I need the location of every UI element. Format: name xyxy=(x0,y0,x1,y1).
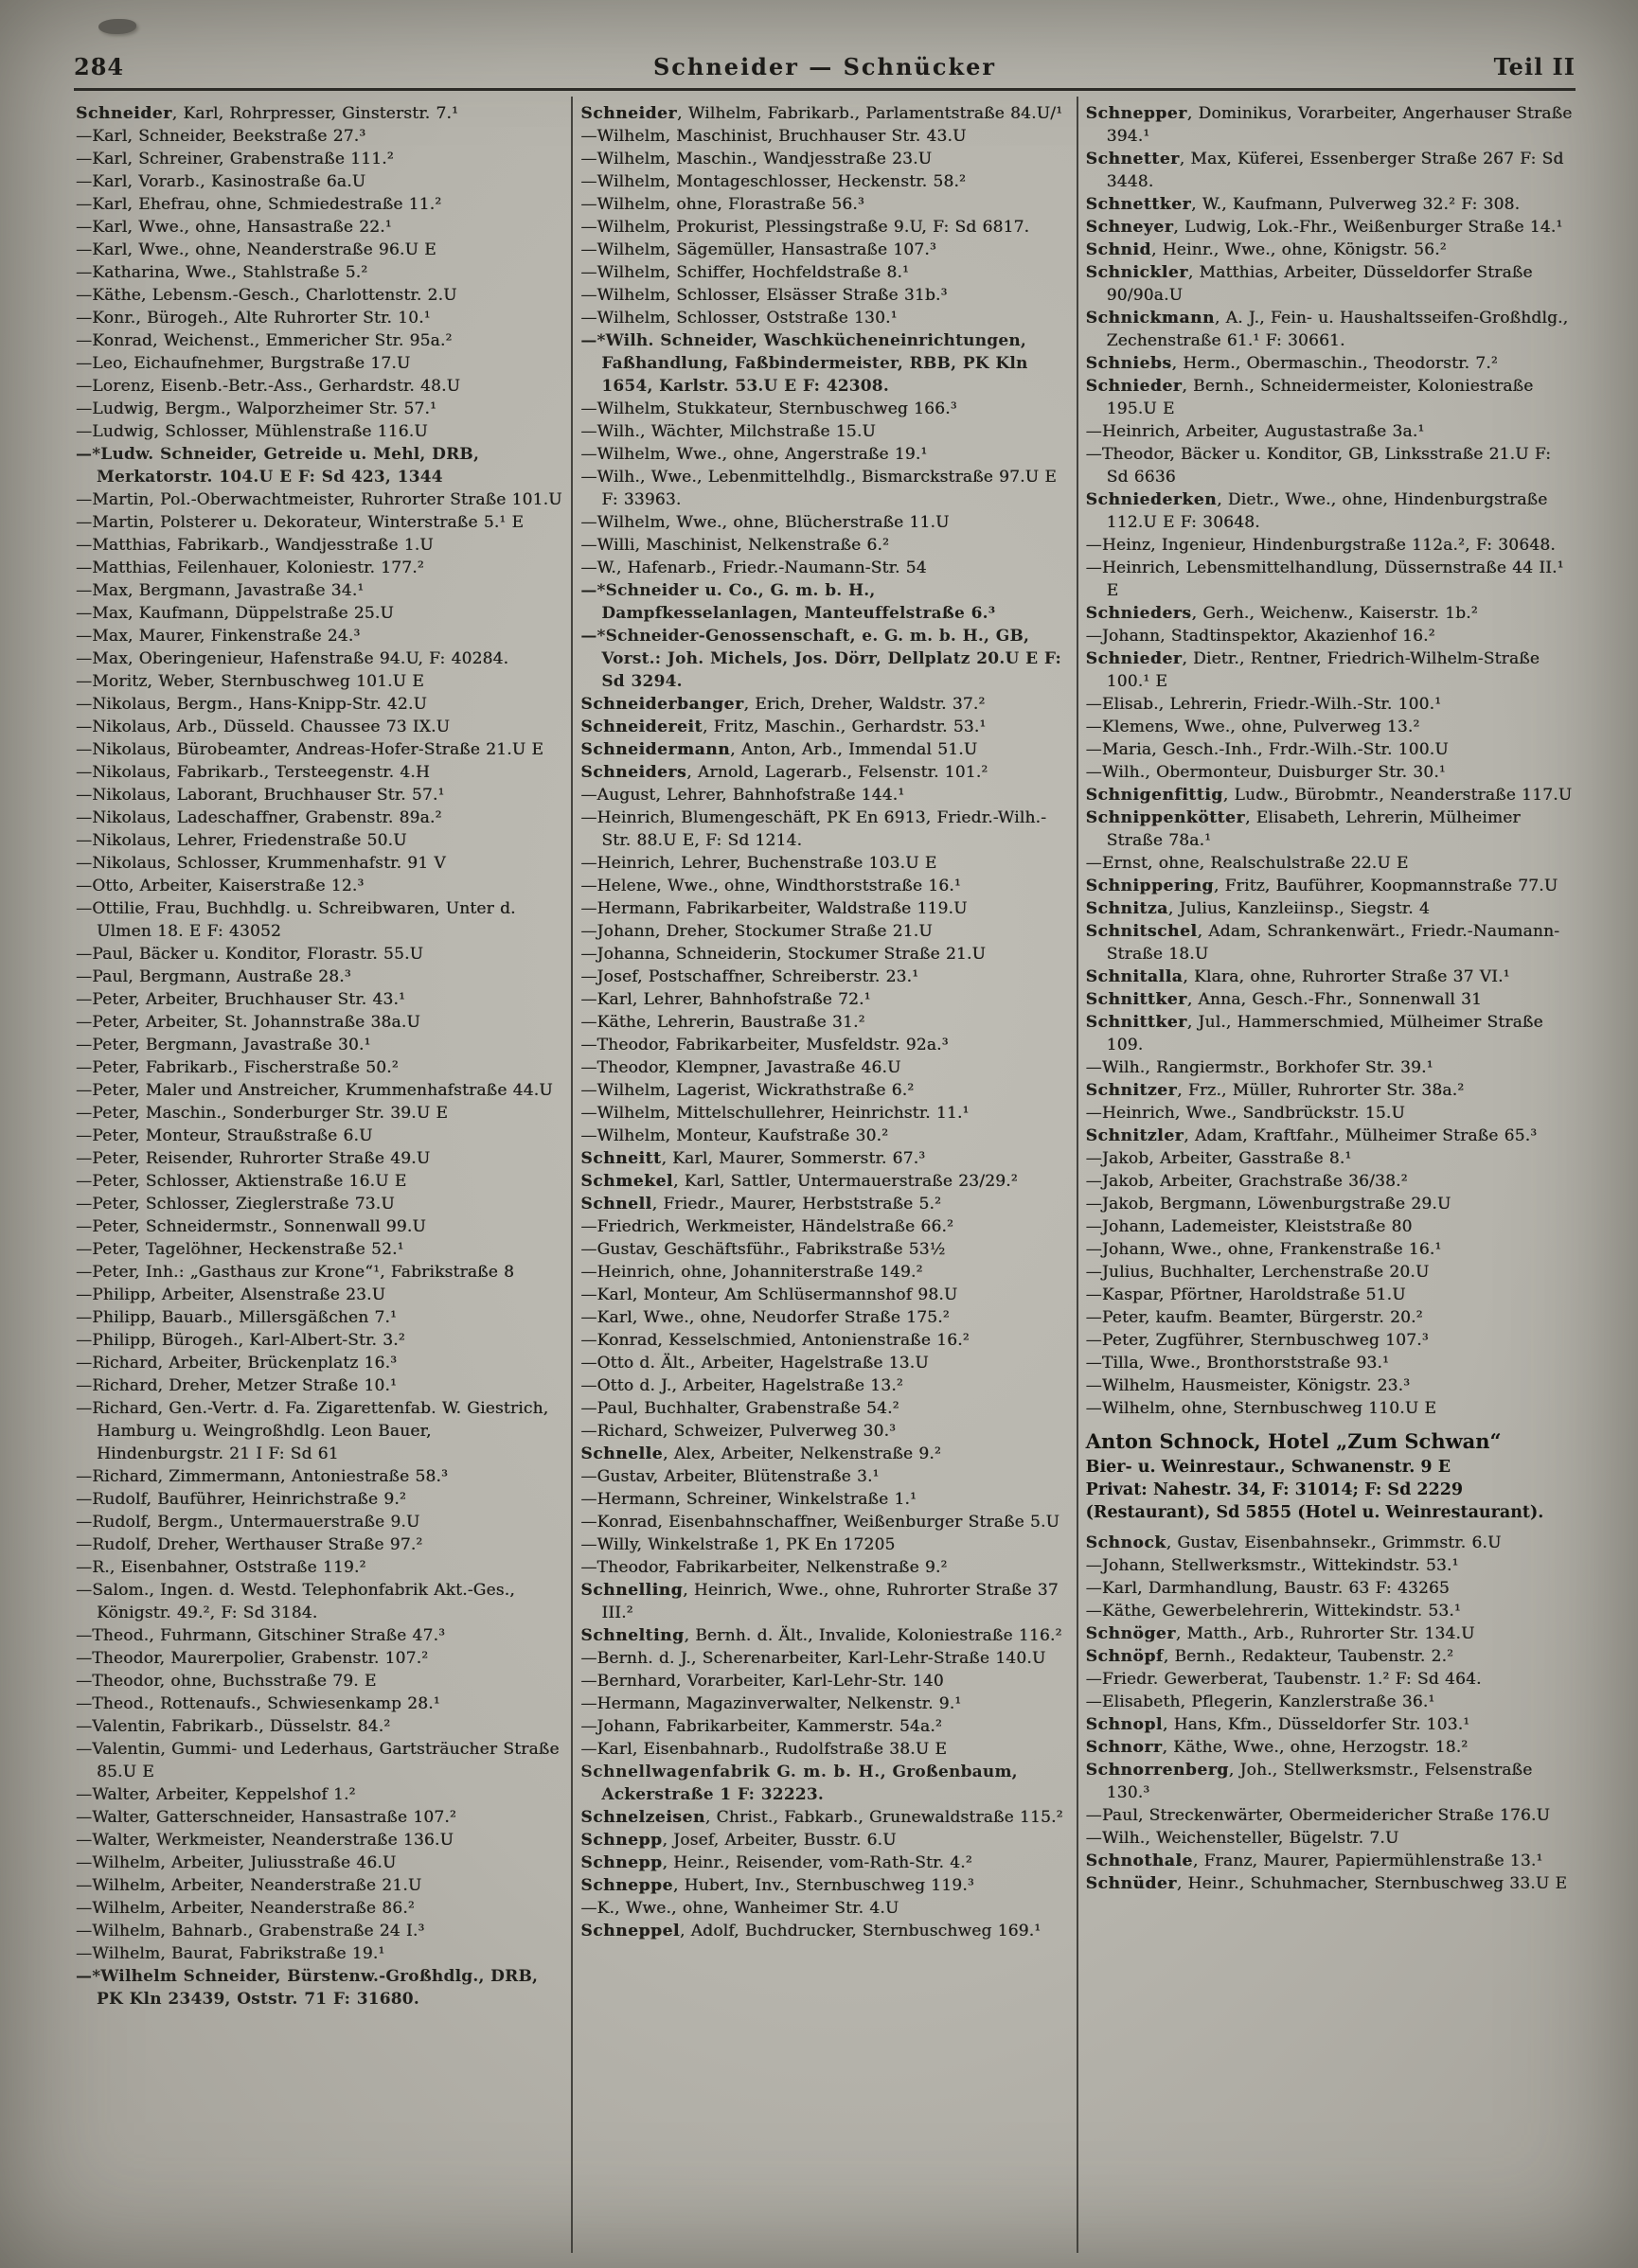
directory-entry: —Wilhelm, Mittelschullehrer, Heinrichstr. 11.¹ xyxy=(580,1104,970,1123)
directory-entry: —Karl, Wwe., ohne, Hansastraße 22.¹ xyxy=(76,218,392,237)
directory-entry: —Elisabeth, Pflegerin, Kanzlerstraße 36.¹ xyxy=(1085,1692,1435,1711)
directory-entry: Schnitschel, Adam, Schrankenwärt., Friedr.-Naumann-Straße 18.U xyxy=(1085,922,1560,964)
directory-entry: —Peter, Zugführer, Sternbuschweg 107.³ xyxy=(1085,1331,1429,1350)
page-part: Teil II xyxy=(1493,53,1576,80)
directory-entry: Schnelzeisen, Christ., Fabkarb., Grunewaldstraße 115.² xyxy=(580,1808,1063,1827)
directory-entry: —Peter, Monteur, Straußstraße 6.U xyxy=(76,1126,373,1145)
directory-entry: —Nikolaus, Fabrikarb., Tersteegenstr. 4.H xyxy=(76,763,430,782)
directory-entry: —Heinrich, Blumengeschäft, PK En 6913, Friedr.-Wilh.-Str. 88.U E, F: Sd 1214. xyxy=(580,808,1047,850)
directory-entry: —Philipp, Bauarb., Millersgäßchen 7.¹ xyxy=(76,1308,398,1327)
directory-entry: —Peter, Maschin., Sonderburger Str. 39.U E xyxy=(76,1104,448,1123)
directory-entry: Schnittker, Jul., Hammerschmied, Mülheimer Straße 109. xyxy=(1085,1013,1543,1054)
directory-entry: Schnelting, Bernh. d. Ält., Invalide, Koloniestraße 116.² xyxy=(580,1626,1062,1645)
column-3 xyxy=(1077,97,1581,2253)
directory-entry: —Bernh. d. J., Scherenarbeiter, Karl-Lehr-Straße 140.U xyxy=(580,1649,1046,1668)
directory-entry: Schnock, Gustav, Eisenbahnsekr., Grimmstr. 6.U xyxy=(1085,1533,1502,1552)
directory-entry: —Wilhelm, Montageschlosser, Heckenstr. 58.² xyxy=(580,172,966,191)
directory-entry: —Hermann, Fabrikarbeiter, Waldstraße 119.U xyxy=(580,899,968,918)
directory-entry: —Johann, Fabrikarbeiter, Kammerstr. 54a.² xyxy=(580,1717,942,1736)
directory-entry: —Heinrich, Lehrer, Buchenstraße 103.U E xyxy=(580,854,937,873)
directory-entry: —Nikolaus, Bürobeamter, Andreas-Hofer-Straße 21.U E xyxy=(76,740,543,759)
directory-entry: —Johann, Dreher, Stockumer Straße 21.U xyxy=(580,922,933,941)
directory-entry: —Johann, Stadtinspektor, Akazienhof 16.² xyxy=(1085,627,1435,646)
directory-entry: —Karl, Ehefrau, ohne, Schmiedestraße 11.² xyxy=(76,195,442,214)
directory-entry: —Rudolf, Bauführer, Heinrichstraße 9.² xyxy=(76,1490,406,1509)
directory-entry: —Käthe, Lehrerin, Baustraße 31.² xyxy=(580,1013,865,1032)
directory-entry: —Martin, Pol.-Oberwachtmeister, Ruhrorter Straße 101.U xyxy=(76,490,562,509)
advert-line: Bier- u. Weinrestaur., Schwanenstr. 9 E xyxy=(1085,1458,1451,1477)
directory-entry: Schnelle, Alex, Arbeiter, Nelkenstraße 9.² xyxy=(580,1444,941,1463)
directory-entry: Schnieder, Dietr., Rentner, Friedrich-Wilhelm-Straße 100.¹ E xyxy=(1085,649,1540,691)
directory-entry: —Otto, Arbeiter, Kaiserstraße 12.³ xyxy=(76,877,365,895)
directory-entry: —Salom., Ingen. d. Westd. Telephonfabrik Akt.-Ges., Königstr. 49.², F: Sd 3184. xyxy=(76,1581,515,1622)
directory-entry: Schnorrenberg, Joh., Stellwerksmstr., Felsenstraße 130.³ xyxy=(1085,1761,1533,1802)
directory-entry: —Konrad, Weichenst., Emmericher Str. 95a.² xyxy=(76,331,453,350)
directory-entry: —Wilhelm, Arbeiter, Neanderstraße 21.U xyxy=(76,1876,422,1895)
directory-entry: —Karl, Schreiner, Grabenstraße 111.² xyxy=(76,150,394,168)
directory-entry: —Elisab., Lehrerin, Friedr.-Wilh.-Str. 100.¹ xyxy=(1085,695,1442,714)
directory-entry: —Karl, Eisenbahnarb., Rudolfstraße 38.U E xyxy=(580,1740,947,1759)
directory-entry: Schnetter, Max, Küferei, Essenberger Straße 267 F: Sd 3448. xyxy=(1085,150,1564,191)
directory-entry: —Karl, Lehrer, Bahnhofstraße 72.¹ xyxy=(580,990,871,1009)
directory-entry: Schnickler, Matthias, Arbeiter, Düsseldorfer Straße 90/90a.U xyxy=(1085,263,1533,305)
directory-entry: —Peter, Maler und Anstreicher, Krummenhafstraße 44.U xyxy=(76,1081,553,1100)
directory-entry: Schnorr, Käthe, Wwe., ohne, Herzogstr. 18.² xyxy=(1085,1738,1469,1757)
directory-entry: —Friedr. Gewerberat, Taubenstr. 1.² F: Sd 464. xyxy=(1085,1670,1482,1689)
directory-entry: —Gustav, Geschäftsführ., Fabrikstraße 53½ xyxy=(580,1240,946,1259)
directory-entry: —Martin, Polsterer u. Dekorateur, Winterstraße 5.¹ E xyxy=(76,513,525,532)
directory-entry: —Walter, Gatterschneider, Hansastraße 107.² xyxy=(76,1808,456,1827)
directory-entry: —Wilhelm, Schlosser, Oststraße 130.¹ xyxy=(580,309,898,328)
directory-entry: Schnepp, Heinr., Reisender, vom-Rath-Str. 4.² xyxy=(580,1853,972,1872)
directory-entry: Schneiderbanger, Erich, Dreher, Waldstr. 37.² xyxy=(580,695,986,714)
directory-entry: —Philipp, Arbeiter, Alsenstraße 23.U xyxy=(76,1285,386,1304)
directory-entry: —Max, Maurer, Finkenstraße 24.³ xyxy=(76,627,361,646)
directory-entry: —Rudolf, Dreher, Werthauser Straße 97.² xyxy=(76,1535,423,1554)
directory-entry: —Otto d. Ält., Arbeiter, Hagelstraße 13.U xyxy=(580,1354,929,1373)
directory-entry: —Peter, Schneidermstr., Sonnenwall 99.U xyxy=(76,1217,426,1236)
directory-entry: —Johanna, Schneiderin, Stockumer Straße 21.U xyxy=(580,945,987,964)
directory-entry: —Valentin, Gummi- und Lederhaus, Gartsträucher Straße 85.U E xyxy=(76,1740,560,1781)
directory-entry: —Richard, Zimmermann, Antoniestraße 58.³ xyxy=(76,1467,449,1486)
ink-smudge xyxy=(98,19,136,34)
directory-entry: Schneitt, Karl, Maurer, Sommerstr. 67.³ xyxy=(580,1149,926,1168)
directory-entry: —Konrad, Eisenbahnschaffner, Weißenburger Straße 5.U xyxy=(580,1513,1060,1532)
directory-entry: —Richard, Gen.-Vertr. d. Fa. Zigarettenfab. W. Giestrich, Hamburg u. Weingroßhdlg. Leon Bauer, Hindenburgstr. 21 I F: Sd 61 xyxy=(76,1399,549,1463)
directory-entry: —Wilhelm, Monteur, Kaufstraße 30.² xyxy=(580,1126,889,1145)
directory-entry: —Moritz, Weber, Sternbuschweg 101.U E xyxy=(76,672,424,691)
directory-entry: —Jakob, Bergmann, Löwenburgstraße 29.U xyxy=(1085,1195,1451,1214)
page-title: Schneider — Schnücker xyxy=(652,53,997,80)
directory-entry: —Helene, Wwe., ohne, Windthorststraße 16.¹ xyxy=(580,877,961,895)
directory-entry: Schnitzer, Frz., Müller, Ruhrorter Str. 38a.² xyxy=(1085,1081,1465,1100)
directory-entry: —Johann, Stellwerksmstr., Wittekindstr. 53.¹ xyxy=(1085,1556,1459,1575)
directory-entry: Schnitzler, Adam, Kraftfahr., Mülheimer Straße 65.³ xyxy=(1085,1126,1538,1145)
directory-entry: —Nikolaus, Laborant, Bruchhauser Str. 57.¹ xyxy=(76,786,445,805)
directory-entry: —Matthias, Feilenhauer, Koloniestr. 177.² xyxy=(76,558,424,577)
directory-entry: —Peter, kaufm. Beamter, Bürgerstr. 20.² xyxy=(1085,1308,1423,1327)
directory-entry: Schniederken, Dietr., Wwe., ohne, Hindenburgstraße 112.U E F: 30648. xyxy=(1085,490,1548,532)
directory-entry: —Julius, Buchhalter, Lerchenstraße 20.U xyxy=(1085,1263,1430,1282)
directory-entry: Schneyer, Ludwig, Lok.-Fhr., Weißenburger Straße 14.¹ xyxy=(1085,218,1563,237)
directory-entry: —Max, Bergmann, Javastraße 34.¹ xyxy=(76,581,365,600)
directory-entry: —Wilhelm, Maschin., Wandjesstraße 23.U xyxy=(580,150,933,168)
directory-entry: —Otto d. J., Arbeiter, Hagelstraße 13.² xyxy=(580,1376,903,1395)
directory-entry: —Wilh., Wächter, Milchstraße 15.U xyxy=(580,422,876,441)
directory-entry: —Paul, Bergmann, Austraße 28.³ xyxy=(76,967,351,986)
directory-entry: —Wilhelm, Prokurist, Plessingstraße 9.U, F: Sd 6817. xyxy=(580,218,1030,237)
hotel-advert xyxy=(1086,1429,1574,1524)
advert-title: Anton Schnock, Hotel „Zum Schwan“ xyxy=(1085,1429,1502,1453)
directory-entry: —Tilla, Wwe., Bronthorststraße 93.¹ xyxy=(1085,1354,1390,1373)
directory-entry: —Peter, Inh.: „Gasthaus zur Krone“¹, Fabrikstraße 8 xyxy=(76,1263,515,1282)
directory-entry: —Maria, Gesch.-Inh., Frdr.-Wilh.-Str. 100.U xyxy=(1085,740,1449,759)
directory-entry: —Nikolaus, Lehrer, Friedenstraße 50.U xyxy=(76,831,407,850)
directory-entry: —Theodor, Fabrikarbeiter, Nelkenstraße 9.² xyxy=(580,1558,948,1577)
directory-entry: —Heinz, Ingenieur, Hindenburgstraße 112a.², F: 30648. xyxy=(1085,536,1556,555)
directory-entry: —Theodor, Fabrikarbeiter, Musfeldstr. 92a.³ xyxy=(580,1036,949,1054)
directory-entry: —Peter, Arbeiter, St. Johannstraße 38a.U xyxy=(76,1013,420,1032)
directory-entry: —Wilhelm, Schiffer, Hochfeldstraße 8.¹ xyxy=(580,263,909,282)
directory-entry: Schneider, Wilhelm, Fabrikarb., Parlamentstraße 84.U/¹ xyxy=(580,104,1063,123)
directory-entry: Schneidereit, Fritz, Maschin., Gerhardstr. 53.¹ xyxy=(580,718,987,736)
directory-entry: —Hermann, Magazinverwalter, Nelkenstr. 9.¹ xyxy=(580,1694,962,1713)
directory-entry: Schnell, Friedr., Maurer, Herbststraße 5.² xyxy=(580,1195,942,1214)
directory-entry: —Heinrich, Lebensmittelhandlung, Düssernstraße 44 II.¹ E xyxy=(1085,558,1564,600)
directory-entry: —Peter, Schlosser, Aktienstraße 16.U E xyxy=(76,1172,407,1191)
directory-entry: —Jakob, Arbeiter, Gasstraße 8.¹ xyxy=(1085,1149,1352,1168)
directory-entry: —Max, Kaufmann, Düppelstraße 25.U xyxy=(76,604,394,623)
directory-entry: Schnippering, Fritz, Bauführer, Koopmannstraße 77.U xyxy=(1085,877,1558,895)
directory-entry: —Wilhelm, Bahnarb., Grabenstraße 24 I.³ xyxy=(76,1922,425,1940)
directory-entry: —R., Eisenbahner, Oststraße 119.² xyxy=(76,1558,366,1577)
directory-entry: —Wilhelm, Lagerist, Wickrathstraße 6.² xyxy=(580,1081,915,1100)
directory-entry: —Karl, Wwe., ohne, Neanderstraße 96.U E xyxy=(76,240,436,259)
directory-entry: —Wilhelm, Hausmeister, Königstr. 23.³ xyxy=(1085,1376,1411,1395)
directory-entry: Schneiders, Arnold, Lagerarb., Felsenstr. 101.² xyxy=(580,763,988,782)
directory-entry: —Wilhelm, Maschinist, Bruchhauser Str. 43.U xyxy=(580,127,967,146)
directory-entry: Schnepper, Dominikus, Vorarbeiter, Angerhauser Straße 394.¹ xyxy=(1085,104,1573,146)
directory-entry: Schnittker, Anna, Gesch.-Fhr., Sonnenwall 31 xyxy=(1085,990,1483,1009)
directory-entry: —Richard, Dreher, Metzer Straße 10.¹ xyxy=(76,1376,398,1395)
directory-entry: —Matthias, Fabrikarb., Wandjesstraße 1.U xyxy=(76,536,434,555)
directory-entry: Schnöpf, Bernh., Redakteur, Taubenstr. 2.² xyxy=(1085,1647,1454,1666)
directory-entry: —Wilhelm, ohne, Sternbuschweg 110.U E xyxy=(1085,1399,1437,1418)
directory-entry: —Richard, Arbeiter, Brückenplatz 16.³ xyxy=(76,1354,398,1373)
directory-entry: Schnippenkötter, Elisabeth, Lehrerin, Mülheimer Straße 78a.¹ xyxy=(1085,808,1521,850)
directory-entry: —Willy, Winkelstraße 1, PK En 17205 xyxy=(580,1535,896,1554)
directory-entry: —Wilhelm, Stukkateur, Sternbuschweg 166.³ xyxy=(580,399,957,418)
directory-entry: —Karl, Vorarb., Kasinostraße 6a.U xyxy=(76,172,366,191)
directory-entry: —Wilhelm, Schlosser, Elsässer Straße 31b.³ xyxy=(580,286,948,305)
directory-entry: —Peter, Tagelöhner, Heckenstraße 52.¹ xyxy=(76,1240,404,1259)
directory-entry: Schmekel, Karl, Sattler, Untermauerstraße 23/29.² xyxy=(580,1172,1018,1191)
directory-entry: —Theodor, Maurerpolier, Grabenstr. 107.² xyxy=(76,1649,429,1668)
directory-entry: —*Schneider u. Co., G. m. b. H., Dampfkesselanlagen, Manteuffelstraße 6.³ xyxy=(580,581,996,623)
directory-entry: Schnellwagenfabrik G. m. b. H., Großenbaum, Ackerstraße 1 F: 32223. xyxy=(580,1763,1018,1804)
directory-entry: —Wilh., Weichensteller, Bügelstr. 7.U xyxy=(1085,1829,1399,1848)
directory-entry: —Wilh., Obermonteur, Duisburger Str. 30.¹ xyxy=(1085,763,1446,782)
column-2 xyxy=(571,97,1076,2253)
directory-entry: —Konr., Bürogeh., Alte Ruhrorter Str. 10.¹ xyxy=(76,309,431,328)
directory-entry: —W., Hafenarb., Friedr.-Naumann-Str. 54 xyxy=(580,558,927,577)
directory-entry: —Jakob, Arbeiter, Grachstraße 36/38.² xyxy=(1085,1172,1408,1191)
directory-entry: Schnitalla, Klara, ohne, Ruhrorter Straße 37 VI.¹ xyxy=(1085,967,1510,986)
directory-entry: Schnothale, Franz, Maurer, Papiermühlenstraße 13.¹ xyxy=(1085,1852,1543,1870)
directory-entry: —Leo, Eichaufnehmer, Burgstraße 17.U xyxy=(76,354,411,373)
directory-entry: Schnitza, Julius, Kanzleiinsp., Siegstr. 4 xyxy=(1085,899,1430,918)
directory-entry: —Heinrich, Wwe., Sandbrückstr. 15.U xyxy=(1085,1104,1405,1123)
directory-entry: Schneidermann, Anton, Arb., Immendal 51.U xyxy=(580,740,978,759)
directory-entry: —Nikolaus, Arb., Düsseld. Chaussee 73 IX.U xyxy=(76,718,451,736)
directory-entry: —Willi, Maschinist, Nelkenstraße 6.² xyxy=(580,536,890,555)
directory-entry: —Wilhelm, Sägemüller, Hansastraße 107.³ xyxy=(580,240,936,259)
directory-entry: —Karl, Schneider, Beekstraße 27.³ xyxy=(76,127,366,146)
directory-entry: Schnöger, Matth., Arb., Ruhrorter Str. 134.U xyxy=(1085,1624,1475,1643)
directory-entry: —Wilhelm, ohne, Florastraße 56.³ xyxy=(580,195,864,214)
advert-line: (Restaurant), Sd 5855 (Hotel u. Weinrestaurant). xyxy=(1085,1503,1544,1522)
directory-entry: —Theod., Fuhrmann, Gitschiner Straße 47.³ xyxy=(76,1626,446,1645)
directory-entry: —Wilhelm, Arbeiter, Neanderstraße 86.² xyxy=(76,1899,415,1918)
directory-entry: —*Ludw. Schneider, Getreide u. Mehl, DRB, Merkatorstr. 104.U E F: Sd 423, 1344 xyxy=(76,445,480,487)
directory-entry: —Wilhelm, Wwe., ohne, Blücherstraße 11.U xyxy=(580,513,950,532)
directory-entry: —Karl, Darmhandlung, Baustr. 63 F: 43265 xyxy=(1085,1579,1450,1598)
directory-entry: —Hermann, Schreiner, Winkelstraße 1.¹ xyxy=(580,1490,917,1509)
directory-entry: —Karl, Monteur, Am Schlüsermannshof 98.U xyxy=(580,1285,958,1304)
directory-entry: —Max, Oberingenieur, Hafenstraße 94.U, F: 40284. xyxy=(76,649,509,668)
directory-entry: —Käthe, Lebensm.-Gesch., Charlottenstr. 2.U xyxy=(76,286,457,305)
directory-entry: —Walter, Arbeiter, Keppelshof 1.² xyxy=(76,1785,356,1804)
directory-entry: —*Schneider-Genossenschaft, e. G. m. b. H., GB, Vorst.: Joh. Michels, Jos. Dörr, Dellplatz 20.U E F: Sd 3294. xyxy=(580,627,1062,691)
directory-entry: —Nikolaus, Ladeschaffner, Grabenstr. 89a.² xyxy=(76,808,442,827)
directory-entry: —Heinrich, Arbeiter, Augustastraße 3a.¹ xyxy=(1085,422,1425,441)
directory-entry: —*Wilh. Schneider, Waschkücheneinrichtungen, Faßhandlung, Faßbindermeister, RBB, PK Kln 1654, Karlstr. 53.U E F: 42308. xyxy=(580,331,1028,396)
directory-entry: —Rudolf, Bergm., Untermauerstraße 9.U xyxy=(76,1513,420,1532)
directory-entry: —Konrad, Kesselschmied, Antonienstraße 16.² xyxy=(580,1331,970,1350)
directory-entry: Schniebs, Herm., Obermaschin., Theodorstr. 7.² xyxy=(1085,354,1498,373)
advert-line: Privat: Nahestr. 34, F: 31014; F: Sd 2229 xyxy=(1085,1480,1464,1499)
column-1 xyxy=(68,97,571,2253)
directory-entry: —Peter, Arbeiter, Bruchhauser Str. 43.¹ xyxy=(76,990,406,1009)
directory-entry: Schneider, Karl, Rohrpresser, Ginsterstr. 7.¹ xyxy=(76,104,459,123)
directory-entry: —Theod., Rottenaufs., Schwiesenkamp 28.¹ xyxy=(76,1694,440,1713)
directory-entry: —Gustav, Arbeiter, Blütenstraße 3.¹ xyxy=(580,1467,880,1486)
directory-entry: —Katharina, Wwe., Stahlstraße 5.² xyxy=(76,263,368,282)
page-number: 284 xyxy=(74,53,125,80)
directory-entry: —Paul, Streckenwärter, Obermeidericher Straße 176.U xyxy=(1085,1806,1551,1825)
directory-entry: —Theodor, ohne, Buchsstraße 79. E xyxy=(76,1672,377,1691)
directory-entry: —Nikolaus, Bergm., Hans-Knipp-Str. 42.U xyxy=(76,695,427,714)
directory-entry: —Wilhelm, Arbeiter, Juliusstraße 46.U xyxy=(76,1853,397,1872)
directory-entry: —Johann, Wwe., ohne, Frankenstraße 16.¹ xyxy=(1085,1240,1442,1259)
directory-entry: —Paul, Bäcker u. Konditor, Florastr. 55.U xyxy=(76,945,424,964)
directory-entry: Schnigenfittig, Ludw., Bürobmtr., Neanderstraße 117.U xyxy=(1085,786,1573,805)
directory-entry: —Theodor, Klempner, Javastraße 46.U xyxy=(580,1058,901,1077)
directory-entry: Schnickmann, A. J., Fein- u. Haushaltsseifen-Großhdlg., Zechenstraße 61.¹ F: 30661. xyxy=(1085,309,1569,350)
directory-entry: —Peter, Fabrikarb., Fischerstraße 50.² xyxy=(76,1058,399,1077)
directory-entry: —Wilh., Wwe., Lebenmittelhdlg., Bismarckstraße 97.U E F: 33963. xyxy=(580,468,1057,509)
directory-entry: —Karl, Wwe., ohne, Neudorfer Straße 175.² xyxy=(580,1308,950,1327)
directory-entry: —Peter, Reisender, Ruhrorter Straße 49.U xyxy=(76,1149,431,1168)
directory-entry: —Peter, Schlosser, Zieglerstraße 73.U xyxy=(76,1195,395,1214)
directory-entry: Schnid, Heinr., Wwe., ohne, Königstr. 56.² xyxy=(1085,240,1447,259)
directory-entry: —Johann, Lademeister, Kleiststraße 80 xyxy=(1085,1217,1413,1236)
directory-entry: —Käthe, Gewerbelehrerin, Wittekindstr. 53.¹ xyxy=(1085,1602,1461,1621)
directory-entry: —Peter, Bergmann, Javastraße 30.¹ xyxy=(76,1036,371,1054)
directory-entry: —Wilhelm, Baurat, Fabrikstraße 19.¹ xyxy=(76,1944,385,1963)
directory-entry: —Ludwig, Bergm., Walporzheimer Str. 57.¹ xyxy=(76,399,437,418)
directory-entry: —Heinrich, ohne, Johanniterstraße 149.² xyxy=(580,1263,923,1282)
directory-entry: —Bernhard, Vorarbeiter, Karl-Lehr-Str. 140 xyxy=(580,1672,944,1691)
directory-entry: —August, Lehrer, Bahnhofstraße 144.¹ xyxy=(580,786,905,805)
directory-entry: Schneppe, Hubert, Inv., Sternbuschweg 119.³ xyxy=(580,1876,974,1895)
directory-entry: —Philipp, Bürogeh., Karl-Albert-Str. 3.² xyxy=(76,1331,405,1350)
directory-entry: —Ottilie, Frau, Buchhdlg. u. Schreibwaren, Unter d. Ulmen 18. E F: 43052 xyxy=(76,899,516,941)
directory-entry: —K., Wwe., ohne, Wanheimer Str. 4.U xyxy=(580,1899,899,1918)
directory-entry: —Ernst, ohne, Realschulstraße 22.U E xyxy=(1085,854,1409,873)
directory-entry: —Lorenz, Eisenb.-Betr.-Ass., Gerhardstr. 48.U xyxy=(76,377,461,396)
directory-entry: —Kaspar, Pförtner, Haroldstraße 51.U xyxy=(1085,1285,1406,1304)
directory-entry: —Valentin, Fabrikarb., Düsselstr. 84.² xyxy=(76,1717,391,1736)
page-header xyxy=(74,53,1576,91)
directory-entry: —Ludwig, Schlosser, Mühlenstraße 116.U xyxy=(76,422,428,441)
directory-entry: —Walter, Werkmeister, Neanderstraße 136.U xyxy=(76,1831,454,1850)
directory-entry: Schnüder, Heinr., Schuhmacher, Sternbuschweg 33.U E xyxy=(1085,1874,1568,1893)
directory-entry: Schneppel, Adolf, Buchdrucker, Sternbuschweg 169.¹ xyxy=(580,1922,1042,1940)
directory-columns xyxy=(68,97,1581,2253)
directory-entry: —Josef, Postschaffner, Schreiberstr. 23.¹ xyxy=(580,967,919,986)
directory-entry: —Wilh., Rangiermstr., Borkhofer Str. 39.¹ xyxy=(1085,1058,1433,1077)
directory-entry: —Wilhelm, Wwe., ohne, Angerstraße 19.¹ xyxy=(580,445,928,464)
directory-entry: —Paul, Buchhalter, Grabenstraße 54.² xyxy=(580,1399,899,1418)
directory-entry: —Theodor, Bäcker u. Konditor, GB, Linksstraße 21.U F: Sd 6636 xyxy=(1085,445,1552,487)
directory-entry: Schnieders, Gerh., Weichenw., Kaiserstr. 1b.² xyxy=(1085,604,1478,623)
directory-entry: —*Wilhelm Schneider, Bürstenw.-Großhdlg., DRB, PK Kln 23439, Oststr. 71 F: 31680. xyxy=(76,1967,539,2009)
directory-entry: —Klemens, Wwe., ohne, Pulverweg 13.² xyxy=(1085,718,1420,736)
directory-entry: Schnelling, Heinrich, Wwe., ohne, Ruhrorter Straße 37 III.² xyxy=(580,1581,1059,1622)
directory-entry: —Friedrich, Werkmeister, Händelstraße 66.² xyxy=(580,1217,954,1236)
directory-entry: —Richard, Schweizer, Pulverweg 30.³ xyxy=(580,1422,897,1441)
directory-entry: Schnepp, Josef, Arbeiter, Busstr. 6.U xyxy=(580,1831,897,1850)
directory-entry: Schnieder, Bernh., Schneidermeister, Koloniestraße 195.U E xyxy=(1085,377,1534,418)
directory-entry: Schnopl, Hans, Kfm., Düsseldorfer Str. 103.¹ xyxy=(1085,1715,1470,1734)
directory-entry: —Nikolaus, Schlosser, Krummenhafstr. 91 V xyxy=(76,854,446,873)
directory-entry: Schnettker, W., Kaufmann, Pulverweg 32.² F: 308. xyxy=(1085,195,1521,214)
